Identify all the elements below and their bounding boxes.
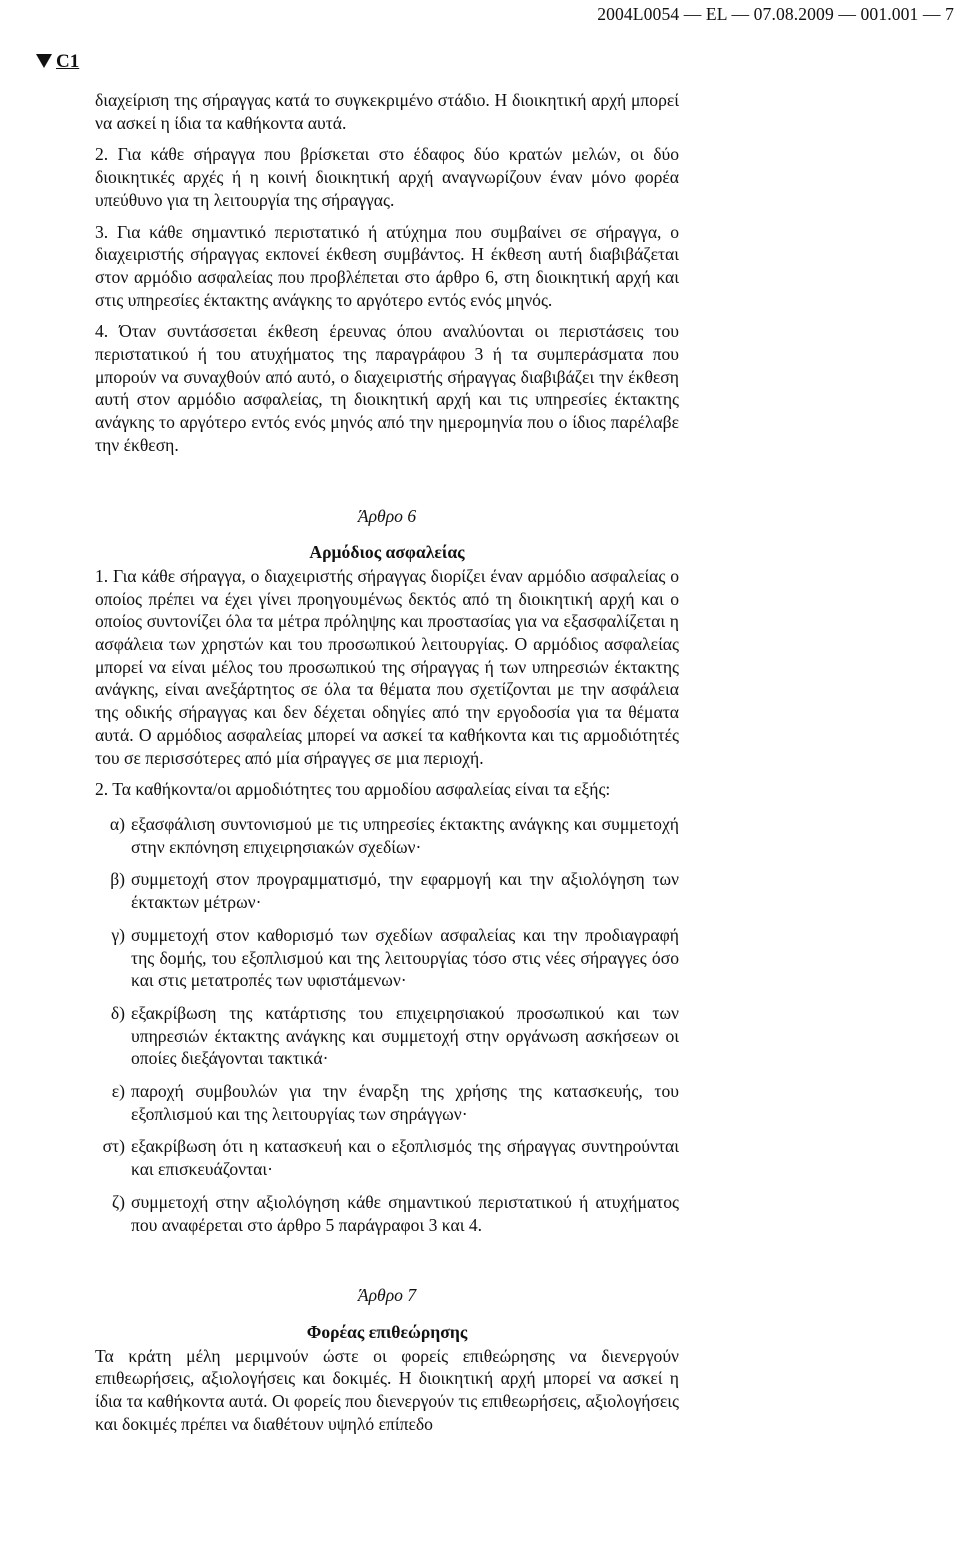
article-7-title: Φορέας επιθεώρησης — [306, 1321, 468, 1342]
list-item-text: συμμετοχή στην αξιολόγηση κάθε σημαντικού περιστατικού ή ατυχήματος που αναφέρεται στο άρθρο 5 παράγραφοι 3 και 4. — [131, 1191, 679, 1235]
list-item — [95, 1080, 679, 1125]
list-item-label: β) — [110, 869, 125, 890]
list-item-label: δ) — [110, 1002, 125, 1023]
list-item-label: γ) — [111, 924, 125, 945]
list-item-text: συμμετοχή στον προγραμματισμό, την εφαρμογή και την αξιολόγηση των έκτακτων μέτρων· — [131, 869, 679, 913]
list-item-label: στ) — [102, 1136, 125, 1157]
paragraph-continuation: διαχείριση της σήραγγας κατά το συγκεκριμένο στάδιο. Η διοικητική αρχή μπορεί να ασκεί η ίδια τα καθήκοντα αυτά. — [95, 90, 679, 133]
list-item — [95, 813, 679, 858]
list-item-label: α) — [109, 813, 125, 834]
list-item-text: εξασφάλιση συντονισμού με τις υπηρεσίες έκτακτης ανάγκης και συμμετοχή στην εκπόνηση επιχειρησιακών σχεδίων· — [131, 813, 679, 857]
article-6-duties-list — [95, 813, 679, 1236]
article-6-number: Άρθρο 6 — [357, 505, 417, 526]
list-item — [95, 1191, 679, 1236]
triangle-down-icon — [36, 54, 52, 68]
list-item — [95, 868, 679, 913]
paragraph-2: 2. Για κάθε σήραγγα που βρίσκεται στο έδαφος δύο κρατών μελών, οι δύο διοικητικές αρχές ή η κοινή διοικητική αρχή αναγνωρίζουν έναν μόνο φορέα υπεύθυνο για τη λειτουργία της σήραγγας. — [95, 144, 679, 210]
article-6-paragraph-1: 1. Για κάθε σήραγγα, ο διαχειριστής σήραγγας διορίζει έναν αρμόδιο ασφαλείας ο οποίος πρέπει να έχει γίνει προηγουμένως δεκτός από τη διοικητική αρχή και ο οποίος συντονίζει όλα τα μέτρα πρόληψης και προστασίας για να εξασφαλίζεται η ασφάλεια των χρηστών και του προσωπικού λειτουργίας. Ο αρμόδιος ασφαλείας μπορεί να είναι μέλος του προσωπικού της σήραγγας ή των υπηρεσιών έκτακτης ανάγκης, είναι ανεξάρτητος σε όλα τα θέματα που σχετίζονται με την ασφάλεια της οδικής σήραγγας και δεν δέχεται οδηγίες από την εργοδοσία για τα θέματα αυτά. Ο αρμόδιος ασφαλείας μπορεί να ασκεί τα καθήκοντα και τις αρμοδιότητές του σε περισσότερες από μία σήραγγες σε μια περιοχή. — [95, 565, 679, 768]
list-item-text: συμμετοχή στον καθορισμό των σχεδίων ασφαλείας και την προδιαγραφή της δομής, του εξοπλισμού και της λειτουργίας τόσο στις νέες σήραγγες όσο και στις μετατροπές των υφιστάμενων· — [131, 924, 679, 991]
paragraph-3: 3. Για κάθε σημαντικό περιστατικό ή ατύχημα που συμβαίνει σε σήραγγα, ο διαχειριστής σήραγγας εκπονεί έκθεση συμβάντος. Η έκθεση αυτή διαβιβάζεται στον αρμόδιο ασφαλείας που προβλέπεται στο άρθρο 6, στη διοικητική αρχή και στις υπηρεσίες έκτακτης ανάγκης το αργότερο εντός ενός μηνός. — [95, 221, 679, 310]
document-reference-header: 2004L0054 — EL — 07.08.2009 — 001.001 — 7 — [597, 4, 954, 24]
article-7-paragraph-1: Τα κράτη μέλη μεριμνούν ώστε οι φορείς επιθεώρησης να διενεργούν επιθεωρήσεις, αξιολογήσεις και δοκιμές. Η διοικητική αρχή μπορεί να ασκεί η ίδια τα καθήκοντα αυτά. Οι φορείς που διενεργούν τις επιθεωρήσεις, αξιολογήσεις και δοκιμές πρέπει να διαθέτουν υψηλό επίπεδο — [95, 1345, 679, 1434]
list-item-label: ζ) — [111, 1191, 125, 1212]
paragraph-4: 4. Όταν συντάσσεται έκθεση έρευνας όπου αναλύονται οι περιστάσεις του περιστατικού ή του ατυχήματος της παραγράφου 3 ή τα συμπεράσματα που μπορούν να συναχθούν από αυτό, ο διαχειριστής σήραγγας διαβιβάζει την έκθεση αυτή στον αρμόδιο ασφαλείας, τη διοικητική αρχή και τις υπηρεσίες έκτακτης ανάγκης το αργότερο εντός ενός μηνός από την ημερομηνία που ο ίδιος παρέλαβε την έκθεση. — [95, 321, 679, 455]
list-item — [95, 1002, 679, 1070]
list-item — [95, 924, 679, 992]
list-item-text: εξακρίβωση ότι η κατασκευή και ο εξοπλισμός της σήραγγας συντηρούνται και επισκευάζονται· — [131, 1136, 679, 1180]
article-6-paragraph-2: 2. Τα καθήκοντα/οι αρμοδιότητες του αρμοδίου ασφαλείας είναι τα εξής: — [95, 779, 611, 800]
list-item-label: ε) — [111, 1081, 125, 1102]
document-body — [95, 89, 679, 1435]
article-6-title: Αρμόδιος ασφαλείας — [309, 542, 465, 563]
list-item — [95, 1135, 679, 1180]
amendment-marker[interactable] — [36, 51, 79, 73]
list-item-text: εξακρίβωση της κατάρτισης του επιχειρησιακού προσωπικού και των υπηρεσιών έκτακτης ανάγκης και συμμετοχή στην οργάνωση ασκήσεων οι οποίες διεξάγονται τακτικά· — [131, 1002, 679, 1069]
article-7-number: Άρθρο 7 — [357, 1285, 417, 1306]
amendment-marker-label[interactable]: C1 — [56, 51, 80, 72]
list-item-text: παροχή συμβουλών για την έναρξη της χρήσης της κατασκευής, του εξοπλισμού και της λειτουργίας των σηράγγων· — [131, 1081, 679, 1124]
